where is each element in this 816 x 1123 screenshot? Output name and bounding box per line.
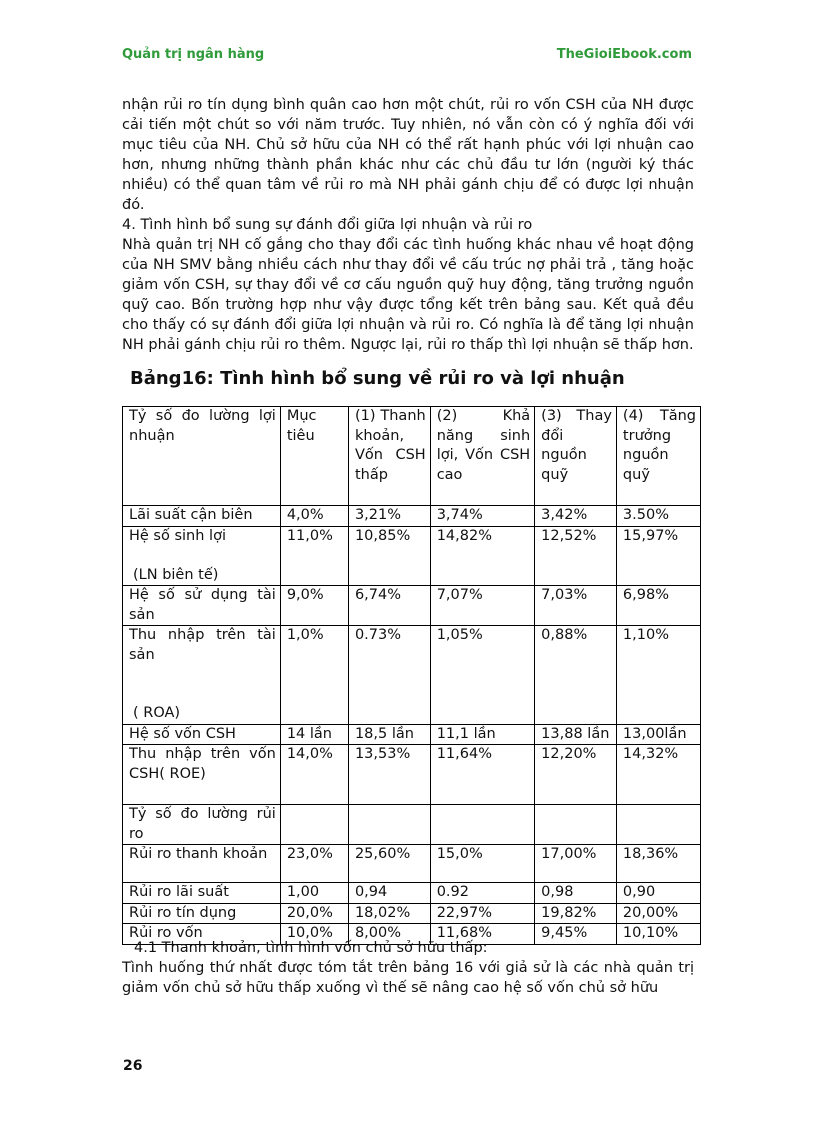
table-cell: 14,82% [430, 526, 534, 586]
table-row [123, 724, 701, 745]
table-cell: 13,00lần [616, 724, 700, 745]
table-cell: 9,0% [280, 586, 348, 626]
row-label-cell [123, 724, 281, 745]
table-cell: 9,45% [535, 924, 617, 945]
row-label-note: ( ROA) [133, 705, 181, 721]
row-label: Rủi ro tín dụng [129, 904, 237, 921]
table-cell: 20,00% [616, 903, 700, 924]
table-row [123, 626, 701, 725]
table-header-row [123, 407, 701, 506]
row-label-cell [123, 626, 281, 725]
table-row [123, 745, 701, 805]
intro-paragraph-1: nhận rủi ro tín dụng bình quân cao hơn một chút, rủi ro vốn CSH của NH được cải tiến một chút so với năm trước. Tuy nhiên, nó vẫn còn có ý nghĩa đối với mục tiêu của NH. Chủ sở hữu của NH có thể rất hạnh phúc với lợi nhuận cao hơn, nhưng những thành phần khác như các chủ đầu tư lớn (người ký thác nhiều) có thể quan tâm về rủi ro mà NH phải gánh chịu để có được lợi nhuận đó. [122, 97, 694, 213]
table-cell: 1,00 [280, 883, 348, 904]
row-label: Tỷ số đo lường rủi ro [129, 806, 276, 842]
header-cell: Tỷ số đo lường lợi nhuận [123, 407, 281, 506]
table-cell: 3,21% [348, 506, 430, 527]
table-cell: 25,60% [348, 845, 430, 883]
table-cell: 0.92 [430, 883, 534, 904]
header-cell: (1) Thanh khoản, Vốn CSH thấp [348, 407, 430, 506]
table-cell: 11,1 lần [430, 724, 534, 745]
table-cell: 7,07% [430, 586, 534, 626]
table-cell [430, 805, 534, 845]
row-label: Rủi ro thanh khoản [129, 846, 268, 862]
table-cell: 10,0% [280, 924, 348, 945]
row-label: Rủi ro lãi suất [129, 884, 229, 900]
table-row [123, 805, 701, 845]
row-label-cell [123, 903, 281, 924]
table-cell: 14,0% [280, 745, 348, 805]
section-4-1 [122, 938, 694, 998]
table-cell: 3.50% [616, 506, 700, 527]
table-cell: 20,0% [280, 903, 348, 924]
table-cell: 15,0% [430, 845, 534, 883]
table-cell: 19,82% [535, 903, 617, 924]
section-heading-4: 4. Tình hình bổ sung sự đánh đổi giữa lợi nhuận và rủi ro [122, 217, 533, 233]
table-cell: 15,97% [616, 526, 700, 586]
table-cell [616, 805, 700, 845]
table-cell: 6,98% [616, 586, 700, 626]
row-label: Rủi ro vốn [129, 925, 203, 941]
row-label: Hệ số sinh lợi [129, 527, 226, 544]
table-row [123, 903, 701, 924]
header-cell: (3) Thay đổi nguồn quỹ [535, 407, 617, 506]
table-cell [348, 805, 430, 845]
table-cell: 10,85% [348, 526, 430, 586]
section-heading-4-1: 4.1 Thanh khoản, tình hình vốn chủ sở hữu thấp: [134, 940, 488, 956]
table-cell: 4,0% [280, 506, 348, 527]
header-cell: (2) Khả năng sinh lợi, Vốn CSH cao [430, 407, 534, 506]
table-cell: 0,94 [348, 883, 430, 904]
table-cell: 18,5 lần [348, 724, 430, 745]
header-cell: Mục tiêu [280, 407, 348, 506]
running-header-title: Quản trị ngân hàng [122, 47, 265, 62]
table-cell: 11,68% [430, 924, 534, 945]
table-cell: 14 lần [280, 724, 348, 745]
table-cell: 13,88 lần [535, 724, 617, 745]
table-cell: 1,0% [280, 626, 348, 725]
page-number: 26 [123, 1058, 143, 1074]
row-label-note: (LN biên tế) [133, 566, 219, 583]
table-cell: 7,03% [535, 586, 617, 626]
table-cell: 3,42% [535, 506, 617, 527]
table-cell: 23,0% [280, 845, 348, 883]
table-cell: 11,64% [430, 745, 534, 805]
table-cell [535, 805, 617, 845]
table-cell: 0,98 [535, 883, 617, 904]
row-label-cell [123, 586, 281, 626]
table-cell: 17,00% [535, 845, 617, 883]
table-cell: 6,74% [348, 586, 430, 626]
table-cell: 11,0% [280, 526, 348, 586]
table-row [123, 586, 701, 626]
row-label-cell [123, 526, 281, 586]
row-label-cell [123, 805, 281, 845]
table-cell: 1,05% [430, 626, 534, 725]
table-cell: 1,10% [616, 626, 700, 725]
running-header-site: TheGioiEbook.com [556, 47, 692, 62]
risk-return-table [122, 406, 701, 945]
table-row [123, 883, 701, 904]
table-cell: 13,53% [348, 745, 430, 805]
row-label-cell [123, 845, 281, 883]
row-label: Thu nhập trên tài sản [129, 627, 276, 663]
table-cell: 12,20% [535, 745, 617, 805]
intro-text [122, 95, 694, 355]
row-label: Thu nhập trên vốn CSH( ROE) [129, 746, 276, 782]
table-cell: 10,10% [616, 924, 700, 945]
table-row [123, 526, 701, 586]
row-label: Lãi suất cận biên [129, 507, 253, 523]
row-label-cell [123, 745, 281, 805]
table-cell: 12,52% [535, 526, 617, 586]
table-cell: 0.73% [348, 626, 430, 725]
row-label-cell [123, 506, 281, 527]
section-4-1-paragraph: Tình huống thứ nhất được tóm tắt trên bảng 16 với giả sử là các nhà quản trị giảm vốn chủ sở hữu thấp xuống vì thế sẽ nâng cao hệ số vốn chủ sở hữu [122, 960, 694, 996]
header-cell: (4) Tăng trưởng nguồn quỹ [616, 407, 700, 506]
table-cell: 18,36% [616, 845, 700, 883]
table-cell: 18,02% [348, 903, 430, 924]
table-title: Bảng16: Tình hình bổ sung về rủi ro và lợi nhuận [130, 368, 625, 389]
row-label-cell [123, 883, 281, 904]
table-cell: 0,90 [616, 883, 700, 904]
table-cell: 14,32% [616, 745, 700, 805]
table-cell [280, 805, 348, 845]
intro-paragraph-2: Nhà quản trị NH cố gắng cho thay đổi các tình huống khác nhau về hoạt động của NH SMV bằng nhiều cách như thay đổi về cấu trúc nợ phải trả , tăng hoặc giảm vốn CSH, sự thay đổi về cơ cấu nguồn quỹ huy động, tăng trưởng nguồn quỹ cao. Bốn trường hợp như vậy được tổng kết trên bảng sau. Kết quả đều cho thấy có sự đánh đổi giữa lợi nhuận và rủi ro. Có nghĩa là để tăng lợi nhuận NH phải gánh chịu rủi ro thêm. Ngược lại, rủi ro thấp thì lợi nhuận sẽ thấp hơn. [122, 237, 694, 353]
table-cell: 0,88% [535, 626, 617, 725]
table-cell: 8,00% [348, 924, 430, 945]
row-label: Hệ số vốn CSH [129, 725, 236, 742]
table-row [123, 506, 701, 527]
table-cell: 3,74% [430, 506, 534, 527]
row-label: Hệ số sử dụng tài sản [129, 587, 276, 623]
table-cell: 22,97% [430, 903, 534, 924]
table-row [123, 845, 701, 883]
